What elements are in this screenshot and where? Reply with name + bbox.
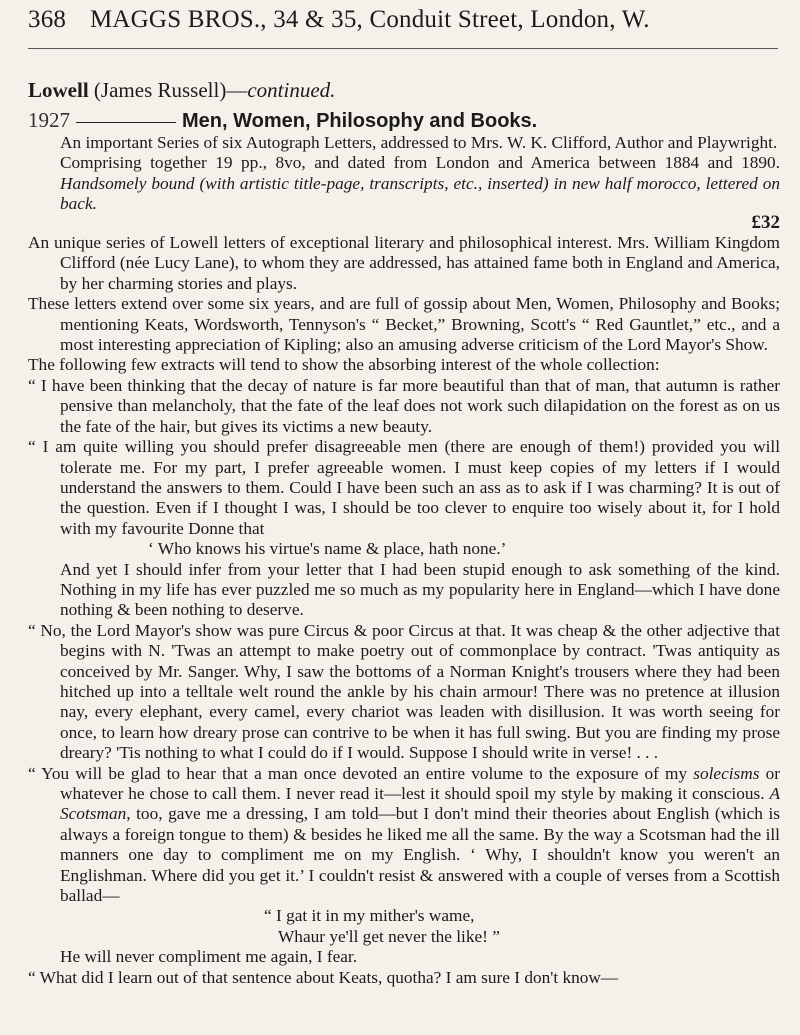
header-rule [28,48,778,49]
description-paragraph: An unique series of Lowell letters of exceptional literary and philosophical interest. Mrs. William Kingdom Clifford (née Lucy Lane), to whom they are addressed, has attained fame both in England and America, by her charming stories and plays. [28,233,780,293]
quote-emphasis: solecisms [693,763,760,783]
collation-text: Comprising together 19 pp., 8vo, and dated from London and America between 1884 and 1890. [60,153,780,173]
entry-heading [28,78,335,103]
quote-paragraph: He will never compliment me again, I fear. [60,947,358,967]
item-dash [76,122,176,123]
quote-paragraph: “ No, the Lord Mayor's show was pure Circus & poor Circus at that. It was cheap & the other adjective that begins with N. 'Twas an attempt to make poetry out of commonplace by contract. 'Twas antiquity as conceived by Mr. Sanger. Why, I saw the bottoms of a Norman Knight's trousers where they had been hitched up into a telltale welt round the ankle by his chain armour! There was no pretence at illusion nay, every elephant, every camel, every chariot was leaden with disillusion. It was worth seeing for once, to learn how dreary prose can contrive to be when it has full swing. But you are finding my prose dreary? 'Tis nothing to what I could do if I would. Suppose I should write in verse! . . . [28,620,780,763]
running-title: MAGGS BROS., 34 & 35, Conduit Street, London, W. [90,6,650,33]
quote-paragraph: “ I have been thinking that the decay of nature is far more beautiful than that of man, that autumn is rather pensive than melancholy, that the fate of the leaf does not work such dilapidation on the forest as on us the fate of the hair, but gives its victims a new beauty. [28,375,780,436]
quote-text: , too, gave me a dressing, I am told—but I don't mind their theories about English (which is always a foreign tongue to them) & besides he liked me all the same. By the way a Scotsman had the ill manners one day to compliment me on my English. ‘ Why, I shouldn't know you weren't an Englishman. Where did you get it.’ I couldn't resist & answered with a couple of verses from a Scottish ballad— [60,804,780,906]
item-number: 1927 [28,108,70,132]
description-paragraph: These letters extend over some six years, and are full of gossip about Men, Women, Philosophy and Books; mentioning Keats, Wordsworth, Tennyson's “ Becket,” Browning, Scott's “ Red Gauntlet,” etc., and a most interesting appreciation of Kipling; also an amusing adverse criticism of the Lord Mayor's Show. [28,294,780,355]
description-paragraph [28,153,780,214]
description-paragraph: The following few extracts will tend to show the absorbing interest of the whole collection: [28,355,660,375]
quote-paragraph: “ What did I learn out of that sentence about Keats, quotha? I am sure I don't know— [28,967,619,987]
quote-text: “ You will be glad to hear that a man once devoted an entire volume to the exposure of my [28,763,694,783]
verse-line: Whaur ye'll get never the like! ” [278,926,500,946]
quote-paragraph: And yet I should infer from your letter that I had been stupid enough to ask something of the kind. Nothing in my life has ever puzzled me so much as my popularity here in England—which I have done nothing & been nothing to deserve. [60,559,780,620]
item-title: Men, Women, Philosophy and Books. [182,110,538,132]
running-header [28,6,780,34]
page-number: 368 [28,6,67,33]
quote-emphasis: A Scotsman [60,784,780,824]
quote-text: or whatever he chose to call them. I never read it—lest it should spoil my style by making it conscious. [60,763,781,803]
binding-text: Handsomely bound (with artistic title-page, transcripts, etc., inserted) in new half morocco, lettered on back. [60,173,780,214]
quote-paragraph [28,764,780,907]
continued-label: continued. [247,78,336,102]
verse-line: ‘ Who knows his virtue's name & place, hath none.’ [148,539,507,559]
item-heading [28,108,537,133]
quote-paragraph: “ I am quite willing you should prefer disagreeable men (there are enough of them!) provided you will tolerate me. For my part, I prefer agreeable women. I must keep copies of my letters if I would understand the answers to them. Could I have been such an ass as to ask if I was charming? It is out of the question. Even if I thought I was, I should be too clever to enquire too wisely about it, for I hold with my favourite Donne that [28,437,780,538]
author-name: Lowell [28,78,89,102]
item-price: £32 [751,211,780,233]
verse-line: “ I gat it in my mither's wame, [264,906,475,926]
author-details: (James Russell)— [88,78,248,102]
item-description [28,133,780,988]
description-paragraph: An important Series of six Autograph Letters, addressed to Mrs. W. K. Clifford, Author and Playwright. [60,133,778,152]
